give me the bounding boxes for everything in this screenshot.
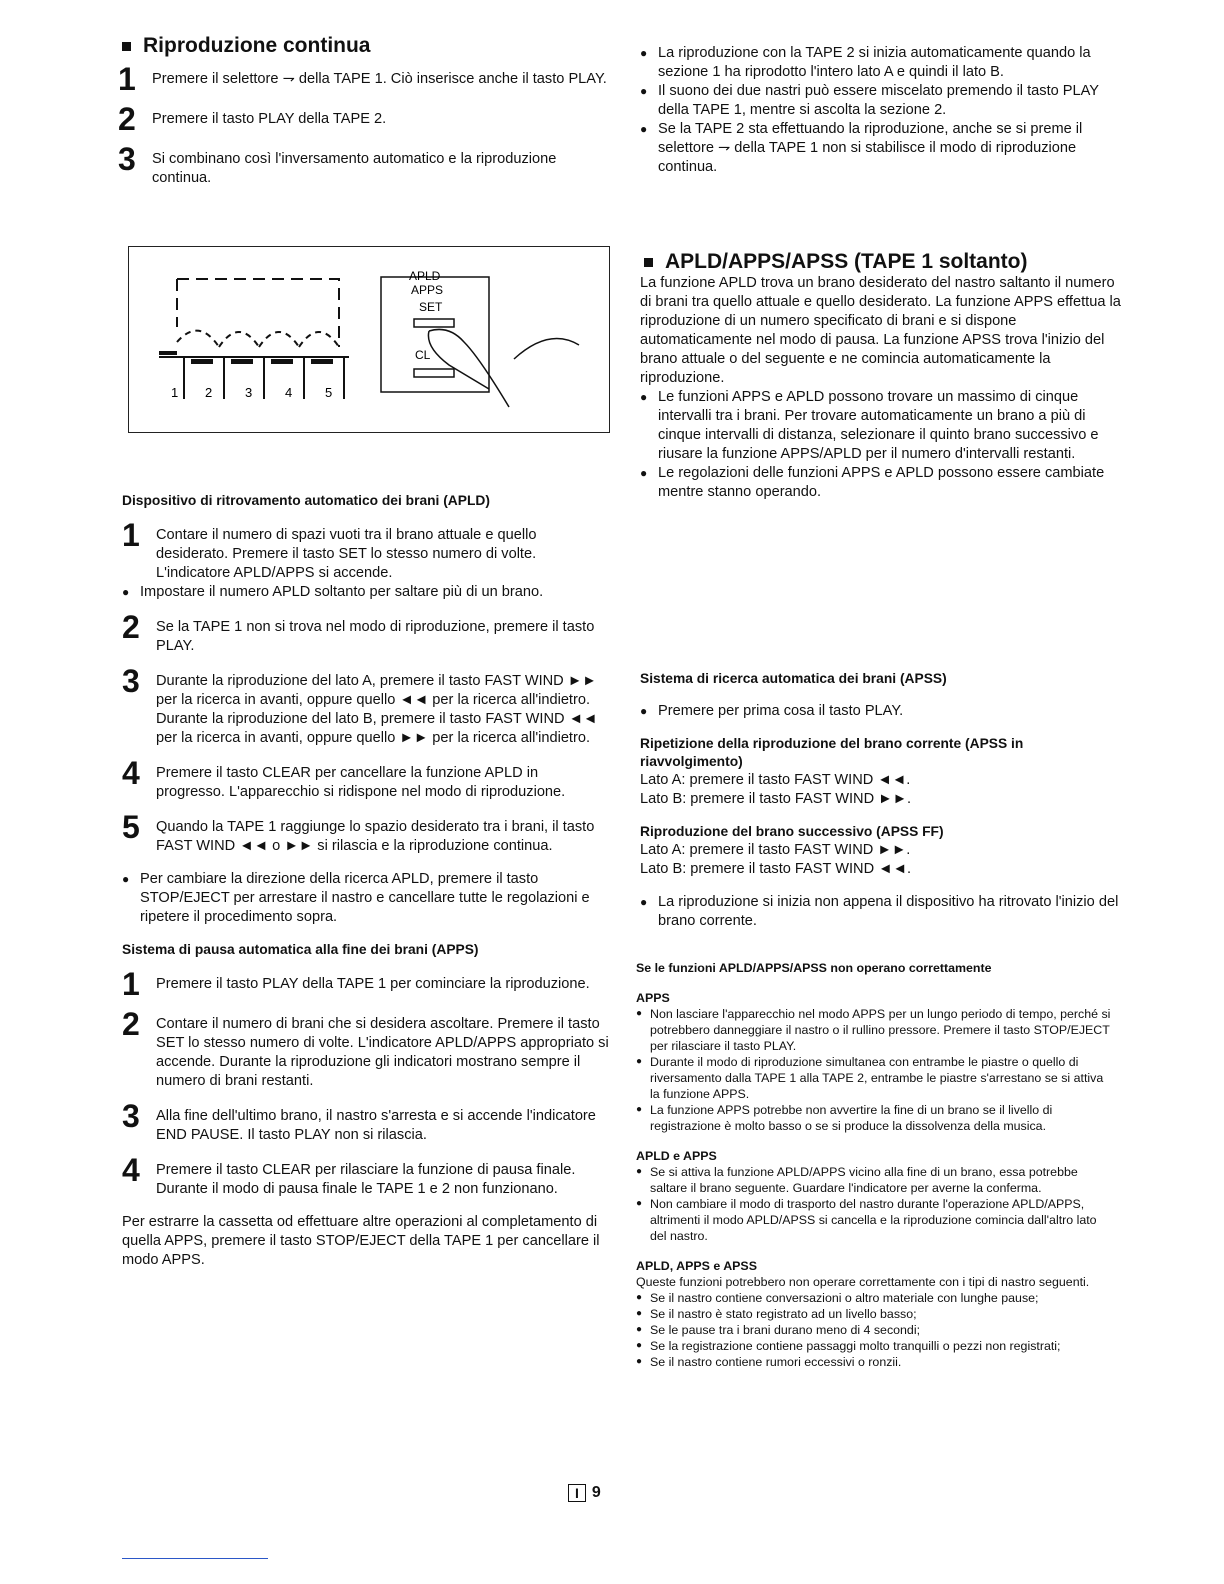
bullet-square-icon (644, 258, 653, 267)
footer-line (122, 1558, 268, 1559)
section2-intro: La funzione APLD trova un brano desiderato del nastro saltanto il numero di brani tra quello attuale e quello desiderato. La funzione APPS effettua la riproduzione di un numero specificato di brani e si dispone automaticamente nel modo di pausa. La funzione APSS trova l'inizio del brano attuale o del seguente e ne comincia automaticamente la riproduzione. (640, 275, 1121, 386)
all-bullet-3: ● Se le pause tra i brani durano meno di 4 secondi; (636, 1323, 921, 1337)
continuous-bullet-2: ● Il suono dei due nastri può essere miscelato premendo il tasto PLAY della TAPE 1, mentre si ascolta la sezione 2. (640, 83, 1099, 118)
section-title-apld-apps-apss: APLD/APPS/APSS (TAPE 1 soltanto) (640, 250, 1124, 274)
continuous-bullet-1: ● La riproduzione con la TAPE 2 si inizia automaticamente quando la sezione 1 ha riprodotto l'intero lato A e quindi il lato B. (640, 45, 1091, 80)
all-sub-heading: APLD, APPS e APSS (636, 1259, 757, 1273)
section2-bullet-1: ● Le funzioni APPS e APLD possono trovare un massimo di cinque intervalli tra i brani. Per trovare automaticamente un brano a più di cinque intervalli di distanza, selezionare il quinto brano successivo e riusare la funzione APPS/APLD per il numero d'intervalli restanti. (640, 389, 1099, 462)
panel-label: APPS (411, 283, 444, 297)
apss-bullet: ● Premere per prima cosa il tasto PLAY. (640, 703, 904, 719)
apld-bullet-1: ● Impostare il numero APLD soltanto per saltare più di un brano. (122, 584, 544, 600)
repeat-heading: Ripetizione della riproduzione del brano corrente (APSS in riavvolgimento) (640, 736, 1024, 769)
page-number (568, 1484, 601, 1502)
continuous-bullet-3: ● Se la TAPE 2 sta effettuando la riproduzione, anche se si preme il selettore ⇁ della TAPE 1 non si stabilisce il modo di riproduzione continua. (640, 121, 1083, 175)
continuous-step-3: 3 Si combinano così l'inversamento automatico e la riproduzione continua. (118, 141, 557, 186)
apps-heading: Sistema di pausa automatica alla fine dei brani (APPS) (122, 942, 479, 957)
bullet-square-icon (122, 42, 131, 51)
apps-closing: Per estrarre la cassetta od effettuare altre operazioni al completamento di quella APPS, premere il tasto STOP/EJECT della TAPE 1 per cancellare il modo APPS. (122, 1214, 600, 1268)
all-bullet-4: ● Se la registrazione contiene passaggi molto tranquilli o pezzi non registrati; (636, 1339, 1061, 1353)
section-title-continuous: Riproduzione continua (118, 34, 610, 58)
panel-label: APLD (409, 269, 441, 283)
trouble-heading: Se le funzioni APLD/APPS/APSS non operano correttamente (636, 961, 992, 975)
right-troubleshooting (636, 960, 1116, 1370)
repeat-line-b: Lato B: premere il tasto FAST WIND ►►. (640, 791, 912, 807)
panel-label: CL (415, 348, 431, 362)
right-section-2 (640, 250, 1124, 502)
all-bullet-1: ● Se il nastro contiene conversazioni o altro materiale con lunghe pause; (636, 1291, 1039, 1305)
track-number: 2 (205, 385, 213, 400)
track-number: 5 (325, 385, 333, 400)
apps-step-2: 2 Contare il numero di brani che si desidera ascoltare. Premere il tasto SET lo stesso numero di volte. L'indicatore APLD/APPS appropriato si accende. Durante la riproduzione gli indicatori mostrano sempre il numero di brani restanti. (122, 1006, 609, 1089)
apps-step-3: 3 Alla fine dell'ultimo brano, il nastro s'arresta e si accende l'indicatore END PAUSE. Il tasto PLAY non si rilascia. (122, 1098, 596, 1143)
apld-illustration (128, 246, 610, 433)
panel-label: SET (419, 300, 443, 314)
right-column (640, 44, 1124, 177)
right-apss (640, 670, 1124, 931)
next-line-a: Lato A: premere il tasto FAST WIND ►►. (640, 842, 911, 858)
section2-bullet-2: ● Le regolazioni delle funzioni APPS e APLD possono essere cambiate mentre stanno operando. (640, 465, 1105, 500)
tape-diagram-svg (129, 247, 609, 432)
apld-step-1: 1 Contare il numero di spazi vuoti tra il brano attuale e quello desiderato. Premere il tasto SET lo stesso numero di volte. L'indicatore APLD/APPS si accende. (122, 517, 537, 581)
all-bullet-5: ● Se il nastro contiene rumori eccessivi o ronzii. (636, 1355, 902, 1369)
repeat-line-a: Lato A: premere il tasto FAST WIND ◄◄. (640, 772, 911, 788)
left-lower (122, 492, 610, 1270)
apld-apps-sub-heading: APLD e APPS (636, 1149, 717, 1163)
apld-step-5: 5 Quando la TAPE 1 raggiunge lo spazio desiderato tra i brani, il tasto FAST WIND ◄◄ o ►► si rilascia e la riproduzione continua. (122, 809, 595, 854)
apld-heading: Dispositivo di ritrovamento automatico dei brani (APLD) (122, 493, 490, 508)
apld-bullet-2: ● Per cambiare la direzione della ricerca APLD, premere il tasto STOP/EJECT per arrestare il nastro e cancellare tutte le regolazioni e ripetere il procedimento sopra. (122, 871, 590, 925)
apss-bullet-2: ● La riproduzione si inizia non appena il dispositivo ha ritrovato l'inizio del brano corrente. (640, 894, 1119, 929)
all-bullet-2: ● Se il nastro è stato registrato ad un livello basso; (636, 1307, 917, 1321)
apld-apps-bullet-2: ● Non cambiare il modo di trasporto del nastro durante l'operazione APLD/APPS, altrimenti il modo APLD/APSS si cancella e la riproduzione comincia dall'altro lato del nastro. (636, 1197, 1097, 1243)
apss-heading: Sistema di ricerca automatica dei brani (APSS) (640, 671, 947, 686)
apps-sub-bullet-3: ● La funzione APPS potrebbe non avvertire la fine di un brano se il livello di registrazione è molto basso o se si produce la dissolvenza della musica. (636, 1103, 1053, 1133)
apps-sub-bullet-2: ● Durante il modo di riproduzione simultanea con entrambe le piastre o quello di riversamento dalla TAPE 1 alla TAPE 2, entrambe le piastre s'arrestano se si attiva la funzione APPS. (636, 1055, 1104, 1101)
apps-step-1: 1 Premere il tasto PLAY della TAPE 1 per cominciare la riproduzione. (122, 966, 590, 1002)
continuous-step-1: 1 Premere il selettore ⇁ della TAPE 1. Ciò inserisce anche il tasto PLAY. (118, 61, 607, 97)
next-heading: Riproduzione del brano successivo (APSS FF) (640, 824, 944, 839)
continuous-step-2: 2 Premere il tasto PLAY della TAPE 2. (118, 101, 387, 137)
track-number: 3 (245, 385, 253, 400)
apld-step-4: 4 Premere il tasto CLEAR per cancellare la funzione APLD in progresso. L'apparecchio si ridispone nel modo di riproduzione. (122, 755, 566, 800)
apld-apps-bullet-1: ● Se si attiva la funzione APLD/APPS vicino alla fine di un brano, essa potrebbe saltare il brano seguente. Guardare l'indicatore per averne la conferma. (636, 1165, 1078, 1195)
all-intro: Queste funzioni potrebbero non operare correttamente con i tipi di nastro seguenti. (636, 1275, 1090, 1289)
apps-step-4: 4 Premere il tasto CLEAR per rilasciare la funzione di pausa finale. Durante il modo di pausa finale le TAPE 1 e 2 non funzionano. (122, 1152, 576, 1197)
track-number: 1 (171, 385, 179, 400)
language-box: I (568, 1484, 586, 1502)
apld-step-2: 2 Se la TAPE 1 non si trova nel modo di riproduzione, premere il tasto PLAY. (122, 609, 595, 654)
next-line-b: Lato B: premere il tasto FAST WIND ◄◄. (640, 861, 912, 877)
apld-step-3: 3 Durante la riproduzione del lato A, premere il tasto FAST WIND ►► per la ricerca in avanti, oppure quello ◄◄ per la ricerca all'indietro. Durante la riproduzione del lato B, premere il tasto FAST WIND ◄◄ per la ricerca in avanti, oppure quello ►► per la ricerca all'indietro. (122, 663, 598, 746)
apps-sub-heading: APPS (636, 991, 670, 1005)
track-number: 4 (285, 385, 293, 400)
apps-sub-bullet-1: ● Non lasciare l'apparecchio nel modo APPS per un lungo periodo di tempo, perché si potrebbero danneggiare il nastro o il rullino pressore. Premere il tasto STOP/EJECT per rilasciare il tasto PLAY. (636, 1007, 1111, 1053)
left-column (118, 34, 610, 188)
page-number-value: 9 (591, 1484, 601, 1501)
